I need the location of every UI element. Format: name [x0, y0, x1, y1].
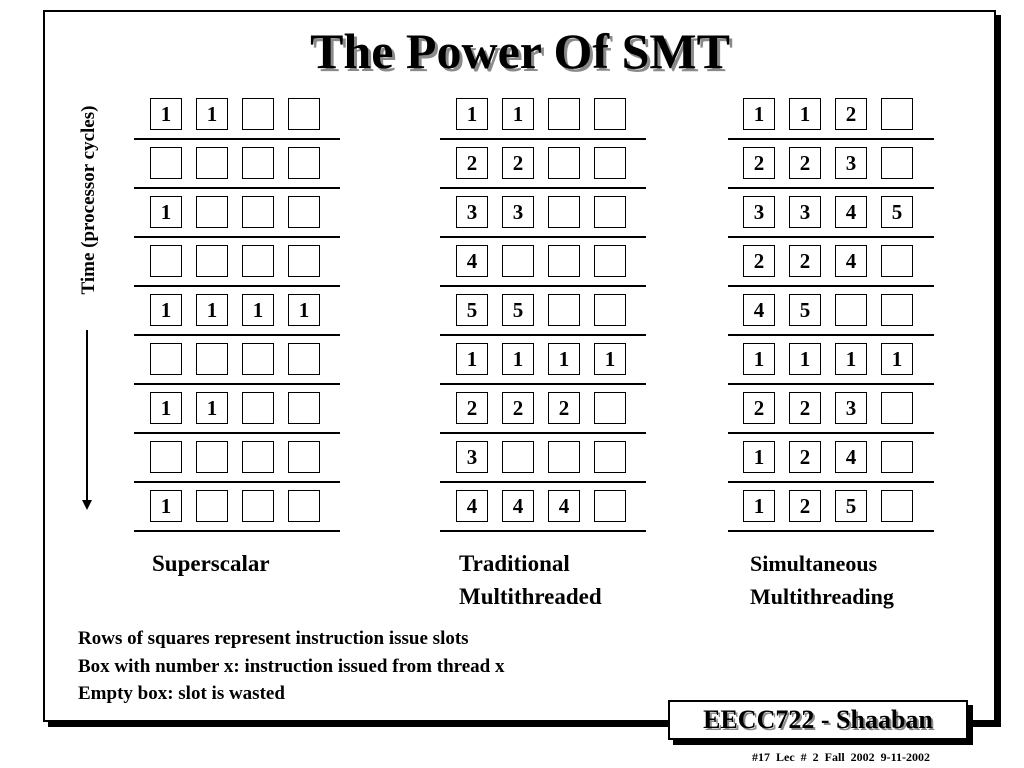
issue-slot-empty [548, 98, 580, 130]
issue-slot-empty [881, 245, 913, 277]
issue-slot-thread-1: 1 [743, 490, 775, 522]
issue-slot-thread-2: 2 [456, 392, 488, 424]
issue-slot-empty [881, 490, 913, 522]
issue-slot-empty [881, 98, 913, 130]
cycle-row-separator [440, 530, 646, 532]
issue-slot-thread-1: 1 [288, 294, 320, 326]
issue-slot-empty [196, 147, 228, 179]
caption-line: Simultaneous [750, 551, 878, 576]
issue-slot-thread-1: 1 [743, 98, 775, 130]
issue-slot-thread-2: 2 [548, 392, 580, 424]
issue-slot-empty [594, 490, 626, 522]
issue-slot-empty [502, 441, 534, 473]
issue-slot-thread-1: 1 [196, 294, 228, 326]
issue-slot-thread-2: 2 [502, 392, 534, 424]
issue-slot-thread-1: 1 [502, 343, 534, 375]
issue-slot-empty [594, 392, 626, 424]
issue-slot-thread-1: 1 [150, 98, 182, 130]
caption-traditional-multithreaded [459, 547, 602, 613]
issue-slot-empty [502, 245, 534, 277]
cycle-row-separator [134, 138, 340, 140]
issue-slot-empty [548, 245, 580, 277]
cycle-row-separator [134, 285, 340, 287]
cycle-row-separator [134, 481, 340, 483]
issue-slot-empty [594, 98, 626, 130]
issue-slot-thread-1: 1 [743, 441, 775, 473]
issue-slot-thread-3: 3 [456, 441, 488, 473]
issue-slot-thread-1: 1 [196, 392, 228, 424]
issue-slot-thread-1: 1 [150, 392, 182, 424]
issue-slot-thread-1: 1 [789, 343, 821, 375]
issue-slot-thread-4: 4 [548, 490, 580, 522]
cycle-row-separator [728, 334, 934, 336]
issue-slot-empty [835, 294, 867, 326]
issue-slot-empty [242, 196, 274, 228]
cycle-row-separator [134, 187, 340, 189]
issue-slot-thread-4: 4 [456, 490, 488, 522]
issue-slot-thread-2: 2 [456, 147, 488, 179]
issue-slot-empty [548, 196, 580, 228]
issue-slot-empty [242, 392, 274, 424]
issue-slot-thread-2: 2 [743, 245, 775, 277]
issue-slot-empty [288, 98, 320, 130]
issue-slot-thread-3: 3 [502, 196, 534, 228]
caption-line: Traditional [459, 551, 570, 576]
cycle-row-separator [440, 187, 646, 189]
caption-simultaneous-multithreading [750, 547, 894, 613]
note-line: Empty box: slot is wasted [78, 683, 285, 704]
cycle-row-separator [134, 383, 340, 385]
cycle-row-separator [728, 236, 934, 238]
issue-slot-thread-3: 3 [835, 392, 867, 424]
cycle-row-separator [440, 481, 646, 483]
issue-slot-empty [594, 245, 626, 277]
time-axis-arrow-icon [82, 500, 92, 510]
issue-slot-empty [242, 98, 274, 130]
issue-slot-empty [594, 441, 626, 473]
time-axis-label: Time (processor cycles) [78, 105, 99, 295]
issue-slot-empty [150, 343, 182, 375]
issue-slot-thread-2: 2 [789, 490, 821, 522]
issue-slot-empty [242, 441, 274, 473]
issue-slot-thread-1: 1 [150, 294, 182, 326]
issue-slot-thread-2: 2 [789, 392, 821, 424]
cycle-row-separator [440, 285, 646, 287]
cycle-row-separator [440, 383, 646, 385]
issue-slot-empty [242, 147, 274, 179]
issue-slot-thread-2: 2 [789, 245, 821, 277]
issue-slot-thread-1: 1 [881, 343, 913, 375]
issue-slot-thread-4: 4 [835, 196, 867, 228]
issue-slot-empty [196, 196, 228, 228]
issue-slot-empty [288, 245, 320, 277]
issue-slot-empty [288, 441, 320, 473]
issue-slot-empty [881, 392, 913, 424]
issue-slot-empty [196, 490, 228, 522]
issue-slot-thread-1: 1 [594, 343, 626, 375]
issue-slot-thread-5: 5 [456, 294, 488, 326]
issue-slot-thread-3: 3 [835, 147, 867, 179]
cycle-row-separator [728, 383, 934, 385]
issue-slot-empty [288, 147, 320, 179]
issue-slot-empty [150, 245, 182, 277]
issue-slot-thread-2: 2 [789, 441, 821, 473]
issue-slot-thread-1: 1 [150, 490, 182, 522]
issue-slot-empty [196, 245, 228, 277]
issue-slot-thread-4: 4 [835, 441, 867, 473]
issue-slot-thread-1: 1 [548, 343, 580, 375]
issue-slot-empty [196, 343, 228, 375]
issue-slot-thread-4: 4 [502, 490, 534, 522]
issue-slot-thread-2: 2 [743, 392, 775, 424]
issue-slot-thread-1: 1 [743, 343, 775, 375]
caption-line: Multithreading [750, 584, 894, 609]
issue-slot-empty [881, 147, 913, 179]
issue-slot-thread-1: 1 [502, 98, 534, 130]
cycle-row-separator [728, 285, 934, 287]
issue-slot-empty [594, 196, 626, 228]
issue-slot-empty [288, 343, 320, 375]
issue-slot-empty [881, 441, 913, 473]
issue-slot-thread-5: 5 [881, 196, 913, 228]
cycle-row-separator [134, 530, 340, 532]
issue-slot-thread-5: 5 [789, 294, 821, 326]
slide-title: The Power Of SMT [310, 23, 730, 79]
issue-slot-empty [548, 147, 580, 179]
cycle-row-separator [440, 138, 646, 140]
cycle-row-separator [728, 138, 934, 140]
issue-slot-thread-1: 1 [789, 98, 821, 130]
issue-slot-thread-4: 4 [743, 294, 775, 326]
issue-slot-thread-2: 2 [743, 147, 775, 179]
issue-slot-thread-1: 1 [456, 98, 488, 130]
cycle-row-separator [134, 432, 340, 434]
course-badge: EECC722 - Shaaban [668, 700, 968, 740]
cycle-row-separator [134, 236, 340, 238]
time-axis-line [86, 330, 88, 502]
slide-footer: #17 Lec # 2 Fall 2002 9-11-2002 [752, 750, 930, 764]
cycle-row-separator [134, 334, 340, 336]
cycle-row-separator [728, 481, 934, 483]
issue-slot-thread-1: 1 [150, 196, 182, 228]
issue-slot-empty [150, 441, 182, 473]
issue-slot-thread-3: 3 [743, 196, 775, 228]
caption-line: Multithreaded [459, 584, 602, 609]
issue-slot-empty [196, 441, 228, 473]
cycle-row-separator [440, 236, 646, 238]
issue-slot-empty [548, 294, 580, 326]
cycle-row-separator [440, 432, 646, 434]
note-line: Rows of squares represent instruction issue slots [78, 628, 469, 649]
issue-slot-thread-4: 4 [835, 245, 867, 277]
issue-slot-thread-1: 1 [456, 343, 488, 375]
issue-slot-thread-1: 1 [835, 343, 867, 375]
issue-slot-thread-4: 4 [456, 245, 488, 277]
issue-slot-empty [242, 490, 274, 522]
issue-slot-thread-3: 3 [789, 196, 821, 228]
cycle-row-separator [728, 530, 934, 532]
issue-slot-thread-5: 5 [835, 490, 867, 522]
issue-slot-thread-2: 2 [789, 147, 821, 179]
issue-slot-empty [548, 441, 580, 473]
issue-slot-empty [288, 490, 320, 522]
issue-slot-empty [288, 392, 320, 424]
note-line: Box with number x: instruction issued from thread x [78, 655, 505, 677]
issue-slot-thread-1: 1 [242, 294, 274, 326]
legend-notes [78, 625, 504, 708]
issue-slot-empty [150, 147, 182, 179]
caption-line: Superscalar [152, 551, 270, 576]
issue-slot-thread-5: 5 [502, 294, 534, 326]
issue-slot-thread-1: 1 [196, 98, 228, 130]
issue-slot-empty [594, 294, 626, 326]
issue-slot-empty [594, 147, 626, 179]
cycle-row-separator [728, 432, 934, 434]
issue-slot-empty [288, 196, 320, 228]
issue-slot-thread-2: 2 [835, 98, 867, 130]
cycle-row-separator [440, 334, 646, 336]
issue-slot-empty [242, 343, 274, 375]
issue-slot-empty [881, 294, 913, 326]
issue-slot-empty [242, 245, 274, 277]
cycle-row-separator [728, 187, 934, 189]
issue-slot-thread-2: 2 [502, 147, 534, 179]
issue-slot-thread-3: 3 [456, 196, 488, 228]
caption-superscalar [152, 547, 270, 580]
